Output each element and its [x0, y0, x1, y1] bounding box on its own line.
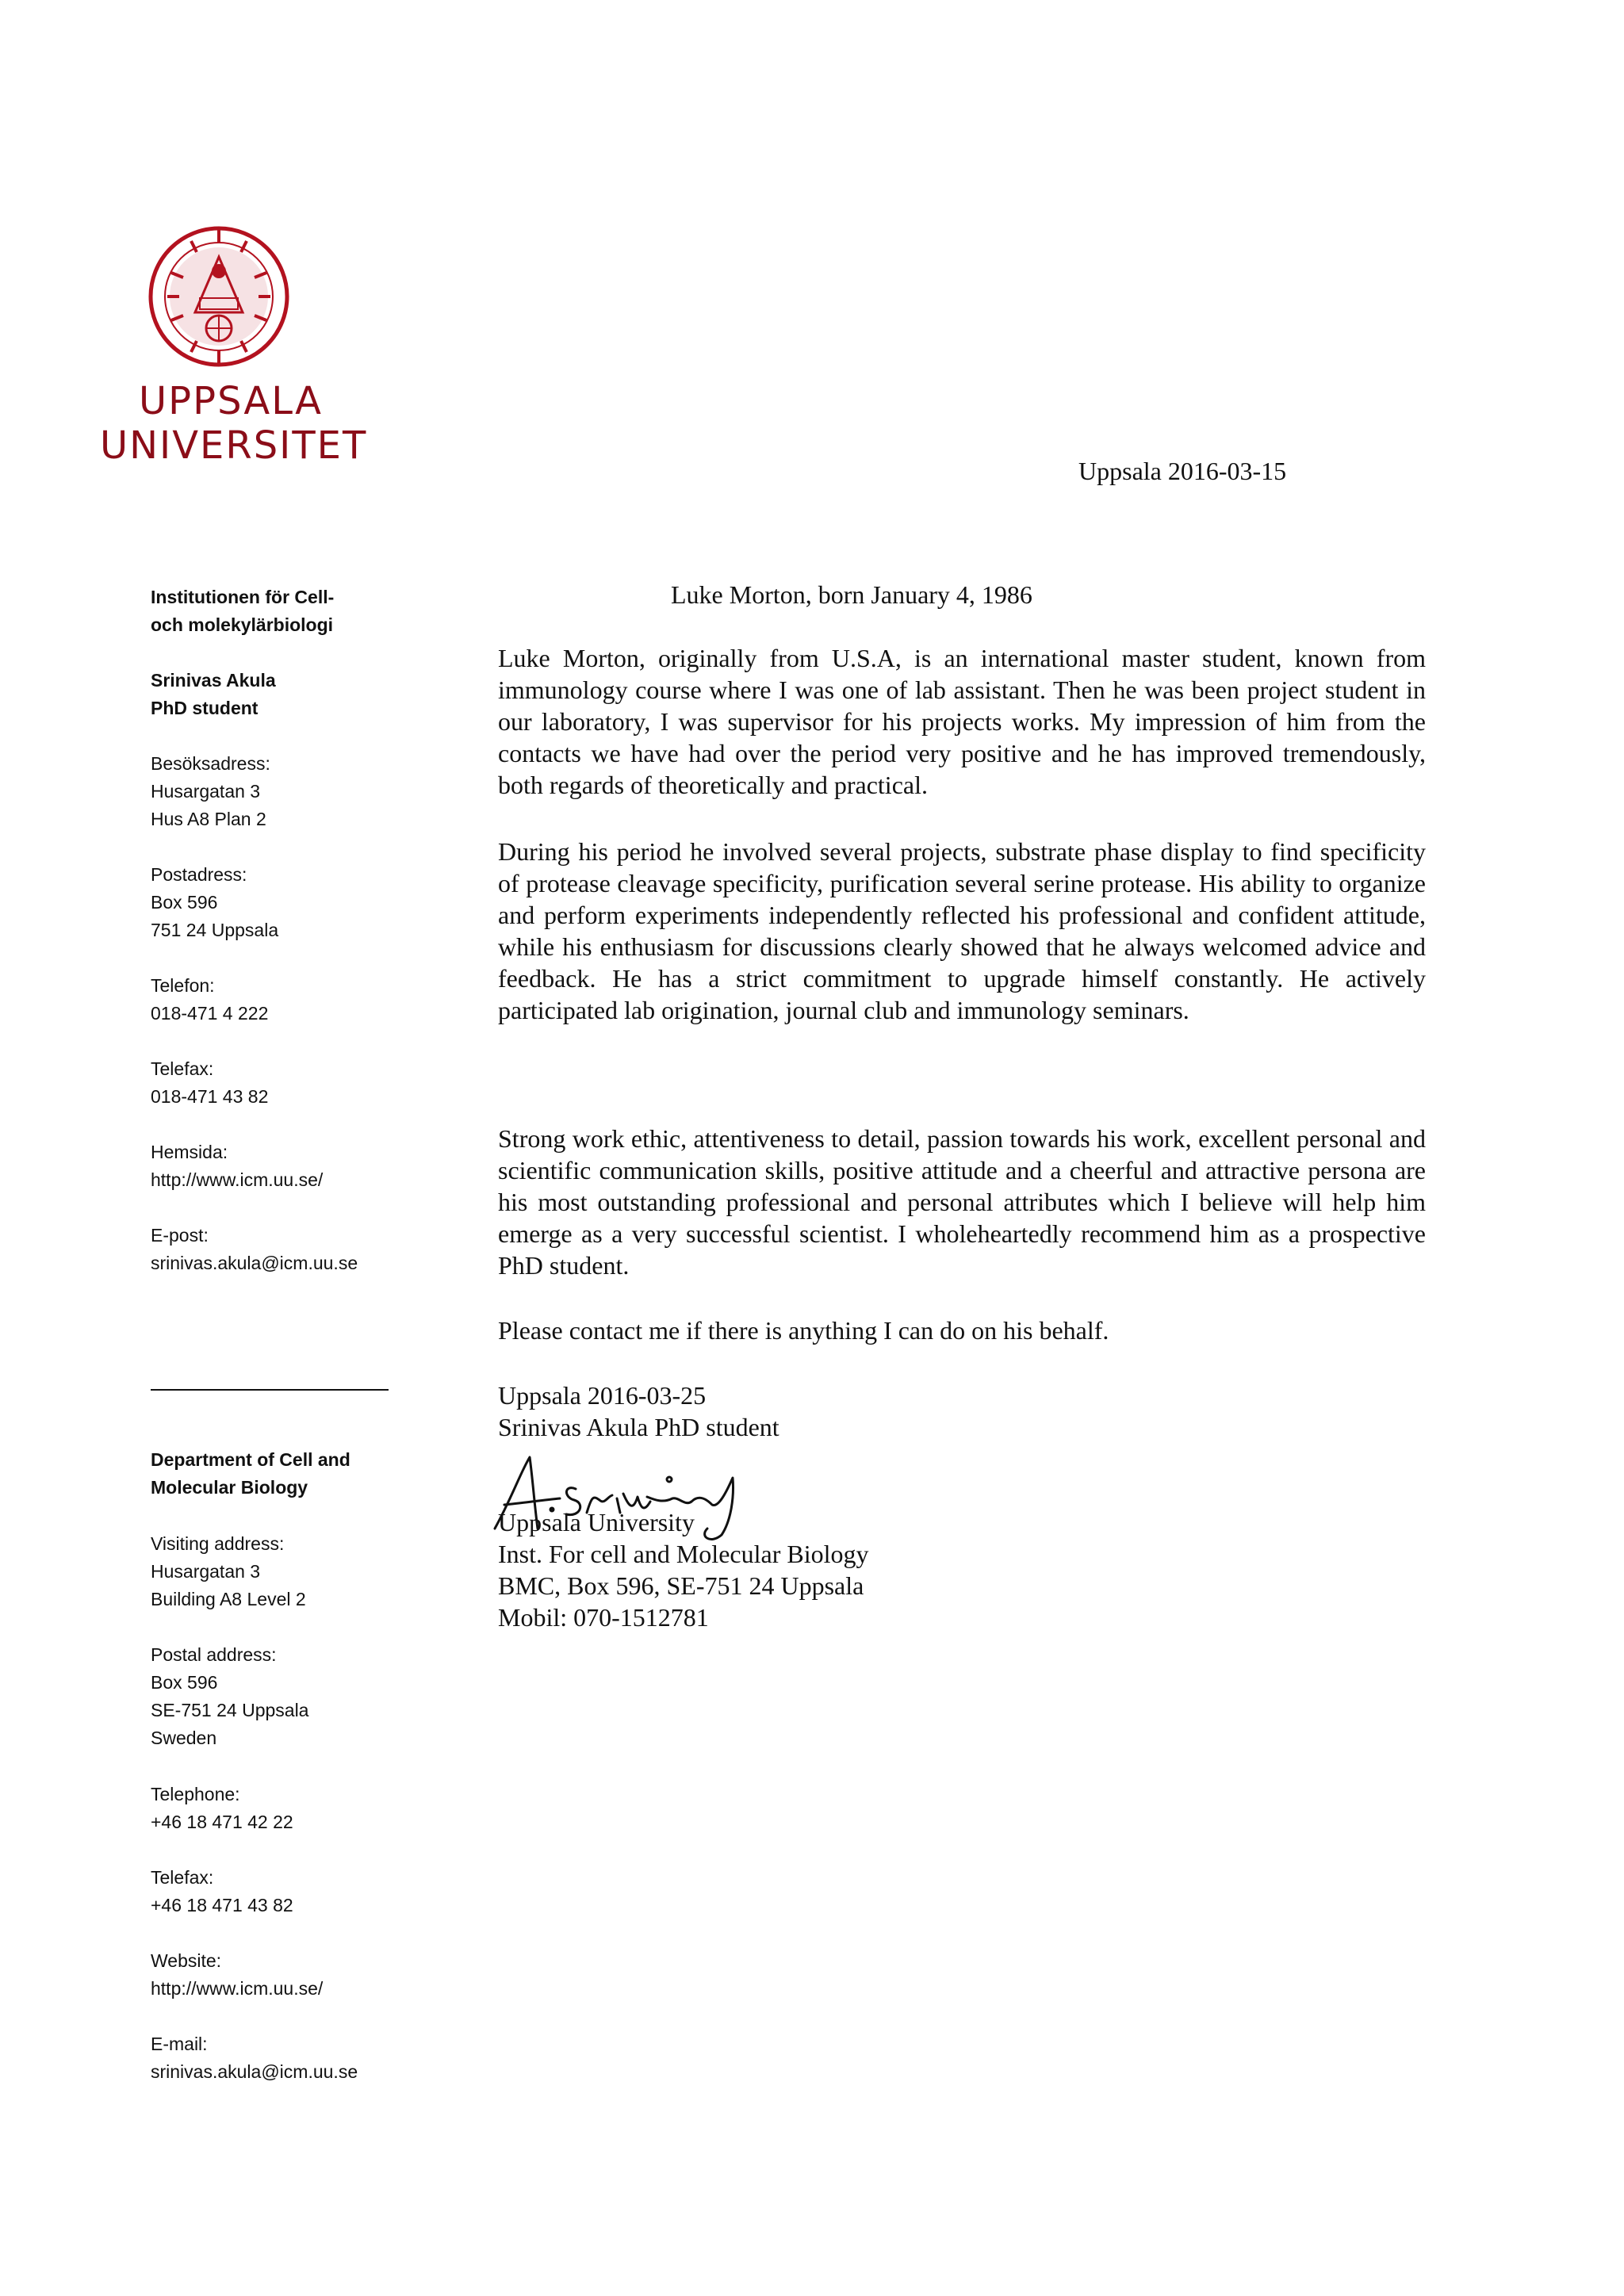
department-line1: Department of Cell and [151, 1449, 350, 1470]
sidebar-postal-address-en [151, 1641, 404, 1752]
letter-paragraph-2 [498, 836, 1426, 1026]
visit-line1: Husargatan 3 [151, 781, 261, 802]
department-line2: och molekylärbiologi [151, 614, 334, 635]
paragraph-text: Luke Morton, originally from U.S.A, is an international master student, known from immunology course where I was one of lab assistant. Then he was been project student in our laboratory, I was supervisor for his projects works. My impression of him from the contacts we have had over the period very positive and he has improved tremendously, both regards of theoretically and practical. [498, 644, 1426, 799]
fax-value: +46 18 471 43 82 [151, 1895, 293, 1915]
paragraph-text: Please contact me if there is anything I can do on his behalf. [498, 1316, 1109, 1345]
person-name: Srinivas Akula [151, 670, 276, 691]
phone-value: +46 18 471 42 22 [151, 1812, 293, 1832]
email-link[interactable]: srinivas.akula@icm.uu.se [151, 1253, 358, 1273]
sidebar-department-en [151, 1446, 404, 1502]
post-line2: SE-751 24 Uppsala [151, 1700, 309, 1720]
sidebar-visit-address-sv [151, 750, 404, 833]
fax-label: Telefax: [151, 1058, 214, 1079]
visit-line1: Husargatan 3 [151, 1561, 261, 1582]
university-seal-logo [147, 225, 290, 368]
visit-label: Besöksadress: [151, 753, 270, 774]
signature-line4: Mobil: 070-1512781 [498, 1603, 709, 1632]
university-name-line2: UNIVERSITET [100, 423, 368, 468]
sidebar-website-en [151, 1947, 404, 2003]
signature-block [498, 1506, 1426, 1633]
letter-paragraph-1 [498, 642, 1426, 801]
sidebar-postal-address-sv [151, 861, 404, 944]
website-link[interactable]: http://www.icm.uu.se/ [151, 1169, 324, 1190]
phone-value: 018-471 4 222 [151, 1003, 269, 1024]
email-label: E-mail: [151, 2034, 208, 2054]
signature-line1: Uppsala University [498, 1508, 695, 1536]
email-label: E-post: [151, 1225, 209, 1246]
fax-value: 018-471 43 82 [151, 1086, 269, 1107]
university-name [100, 379, 368, 468]
letter-closing [498, 1380, 1426, 1443]
sidebar-phone-en [151, 1781, 404, 1836]
letter-paragraph-4 [498, 1314, 1426, 1346]
website-label: Hemsida: [151, 1142, 228, 1162]
website-link[interactable]: http://www.icm.uu.se/ [151, 1978, 324, 1999]
post-line2: 751 24 Uppsala [151, 920, 279, 940]
visit-line2: Hus A8 Plan 2 [151, 809, 266, 829]
department-line1: Institutionen för Cell- [151, 587, 335, 607]
sidebar-phone-sv [151, 972, 404, 1027]
visit-label: Visiting address: [151, 1533, 285, 1554]
email-link[interactable]: srinivas.akula@icm.uu.se [151, 2061, 358, 2082]
sidebar-department-sv [151, 584, 404, 639]
letter-subject: Luke Morton, born January 4, 1986 [671, 580, 1032, 609]
sidebar-website-sv [151, 1138, 404, 1194]
department-line2: Molecular Biology [151, 1477, 308, 1498]
sidebar-fax-sv [151, 1055, 404, 1111]
post-label: Postadress: [151, 864, 247, 885]
visit-line2: Building A8 Level 2 [151, 1589, 306, 1609]
signature-line2: Inst. For cell and Molecular Biology [498, 1540, 869, 1568]
sidebar-fax-en [151, 1864, 404, 1919]
fax-label: Telefax: [151, 1867, 214, 1888]
sidebar-person [151, 667, 404, 722]
sidebar-visit-address-en [151, 1530, 404, 1613]
letter-date: Uppsala 2016-03-15 [1078, 457, 1287, 485]
post-line1: Box 596 [151, 1672, 218, 1693]
closing-name: Srinivas Akula PhD student [498, 1413, 779, 1441]
post-label: Postal address: [151, 1644, 277, 1665]
phone-label: Telefon: [151, 975, 215, 996]
phone-label: Telephone: [151, 1784, 240, 1804]
website-label: Website: [151, 1950, 222, 1971]
sidebar-email-en [151, 2030, 404, 2086]
signature-line3: BMC, Box 596, SE-751 24 Uppsala [498, 1571, 864, 1600]
post-line3: Sweden [151, 1728, 217, 1748]
post-line1: Box 596 [151, 892, 218, 913]
closing-date: Uppsala 2016-03-25 [498, 1381, 707, 1410]
person-title: PhD student [151, 698, 259, 718]
paragraph-text: Strong work ethic, attentiveness to detail, passion towards his work, excellent personal and scientific communication skills, positive attitude and a cheerful and attractive persona are his most outstanding professional and personal attributes which I believe will help him emerge as a very successful scientist. I wholeheartedly recommend him as a prospective PhD student. [498, 1124, 1426, 1280]
university-name-line1: UPPSALA [139, 379, 323, 423]
sidebar-email-sv [151, 1222, 404, 1277]
paragraph-text: During his period he involved several projects, substrate phase display to find specificity of protease cleavage specificity, purification several serine protease. His ability to organize and perform experiments independently reflected his professional and confident attitude, while his enthusiasm for discussions clearly showed that he always welcomed advice and feedback. He has a strict commitment to upgrade himself constantly. He actively participated lab origination, journal club and immunology seminars. [498, 837, 1426, 1024]
letter-paragraph-3 [498, 1123, 1426, 1281]
sidebar-divider [151, 1389, 389, 1391]
